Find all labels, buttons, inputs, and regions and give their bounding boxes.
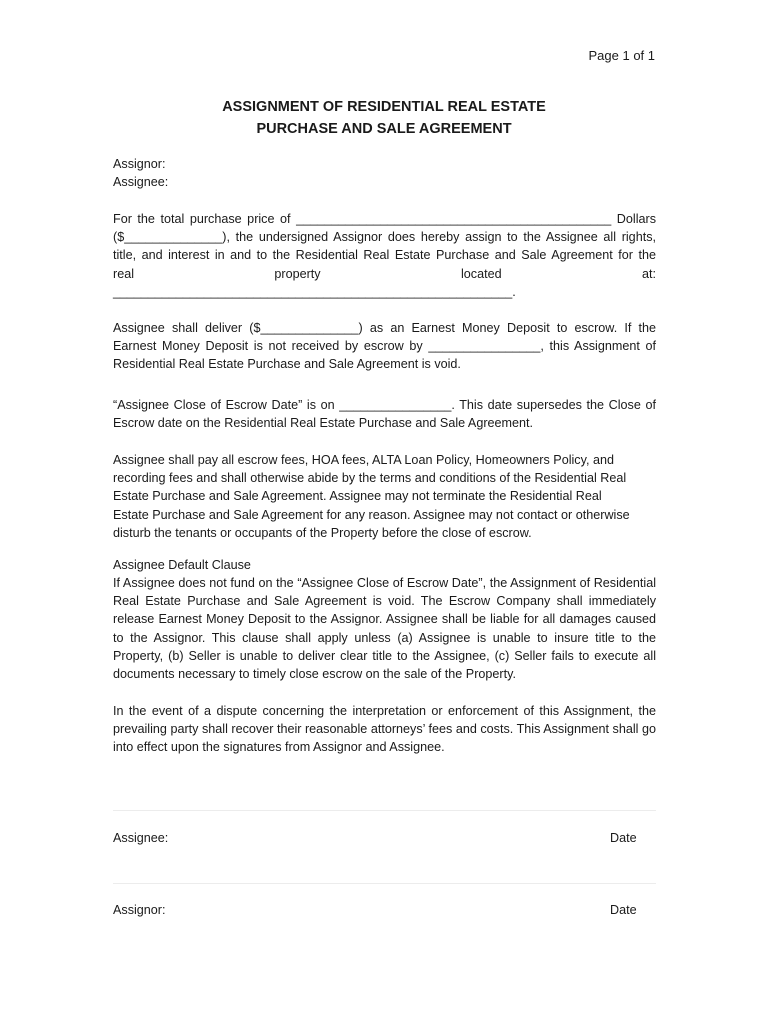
purchase-price-line-3: title, and interest in and to the Residential Real Estate Purchase and Sale Agreement for the [113,248,656,263]
assignor-label: Assignor: [113,157,166,171]
purchase-price-line-2: ($______________), the undersigned Assignor does hereby assign to the Assignee all rights, [113,230,656,245]
escrow-fees-line-3: Estate Purchase and Sale Agreement. Assignee may not terminate the Residential Real [113,489,602,504]
document-title [0,96,768,140]
parties-block [113,155,656,191]
dispute-paragraph: In the event of a dispute concerning the interpretation or enforcement of this Assignment, the prevailing party shall recover their reasonable attorneys’ fees and costs. This Assignment shall go into effect upon the signatures from Assignor and Assignee. [113,704,656,755]
word-real: real [113,266,134,281]
assignor-signature-label: Assignor: [113,903,166,917]
default-clause-paragraph: If Assignee does not fund on the “Assignee Close of Escrow Date”, the Assignment of Residential Real Estate Purchase and Sale Agreement is void. The Escrow Company shall immediately release Earnest Money Deposit to the Assignor. Assignee shall be liable for all damages caused to the Assignor. This clause shall apply unless (a) Assignee is unable to insure title to the Property, (b) Seller is unable to deliver clear title to the Assignee, (c) Seller fails to execute all documents necessary to timely close escrow on the sale of the Property. [113,576,656,682]
earnest-money-paragraph: Assignee shall deliver ($______________) as an Earnest Money Deposit to escrow. If the Earnest Money Deposit is not received by escrow by ________________, this Assignment of Residential Real Estate Purchase and Sale Agreement is void. [113,321,656,372]
close-of-escrow-paragraph: “Assignee Close of Escrow Date” is on ________________. This date supersedes the Close of Escrow date on the Residential Real Estate Purchase and Sale Agreement. [113,398,656,431]
signature-divider-1 [113,810,656,811]
purchase-price-line-1: For the total purchase price of _____________________________________________ Dollars [113,212,656,226]
purchase-price-line-5: _________________________________________________________. [113,284,516,299]
assignee-label: Assignee: [113,175,169,190]
title-line-2: PURCHASE AND SALE AGREEMENT [256,121,512,137]
assignee-signature-label: Assignee: [113,831,169,845]
escrow-fees-line-4: Estate Purchase and Sale Agreement for any reason. Assignee may not contact or otherwise [113,507,630,522]
escrow-fees-paragraph [113,451,656,542]
word-located: located [460,266,502,281]
signature-divider-2 [113,883,656,884]
purchase-price-paragraph [113,210,656,301]
purchase-price-line-4 [113,265,656,283]
word-at: at: [642,266,657,281]
word-property: property [274,266,321,281]
escrow-fees-line-2: recording fees and shall otherwise abide by the terms and conditions of the Residential Real [113,471,627,486]
escrow-fees-line-1: Assignee shall pay all escrow fees, HOA fees, ALTA Loan Policy, Homeowners Policy, and [113,453,614,467]
assignor-date-label: Date [610,903,637,917]
page-number: Page 1 of 1 [588,48,655,63]
default-clause-heading: Assignee Default Clause [113,558,251,572]
assignee-date-label: Date [610,831,637,845]
title-line-1: ASSIGNMENT OF RESIDENTIAL REAL ESTATE [222,99,546,115]
escrow-fees-line-5: disturb the tenants or occupants of the Property before the close of escrow. [113,525,532,540]
